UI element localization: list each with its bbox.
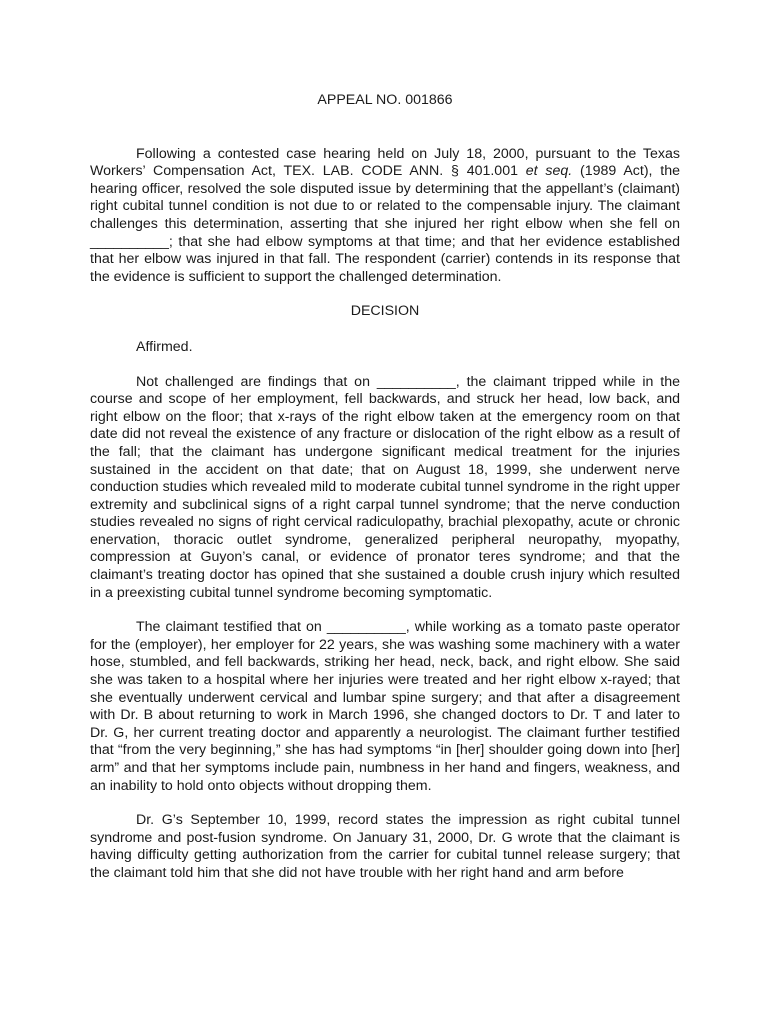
- paragraph-hearing-summary-text-2: (1989 Act), the hearing officer, resolved the sole disputed issue by determining that the appellant’s (claimant) right cubital tunnel condition is not due to or related to the compensable injury. The claimant challenges this determination, asserting that she injured her right elbow when she fell on __________; that she had elbow symptoms at that time; and that her evidence established that her elbow was injured in that fall. The respondent (carrier) contends in its response that the evidence is sufficient to support the challenged determination.: [90, 163, 681, 285]
- decision-heading: DECISION: [350, 303, 420, 320]
- appeal-title: APPEAL NO. 001866: [317, 92, 453, 108]
- paragraph-findings: Not challenged are findings that on __________, the claimant tripped while in the course and scope of her employment, fell backwards, and struck her head, low back, and right elbow on the floor; that x-rays of the right elbow taken at the emergency room on that date did not reveal the existence of any fracture or dislocation of the right elbow as a result of the fall; that the claimant has undergone significant medical treatment for the injuries sustained in the accident on that date; that on August 18, 1999, she underwent nerve conduction studies which revealed mild to moderate cubital tunnel syndrome in the right upper extremity and subclinical signs of a right carpal tunnel syndrome; that the nerve conduction studies revealed no signs of right cervical radiculopathy, brachial plexopathy, acute or chronic enervation, thoracic outlet syndrome, generalized peripheral neuropathy, myopathy, compression at Guyon’s canal, or evidence of pronator teres syndrome; and that the claimant’s treating doctor has opined that she sustained a double crush injury which resulted in a preexisting cubital tunnel syndrome becoming symptomatic.: [90, 373, 680, 601]
- document-page: [90, 92, 680, 883]
- paragraph-hearing-summary: [90, 146, 680, 287]
- paragraph-hearing-summary-italic: et seq.: [525, 163, 573, 180]
- paragraph-hearing-summary-text-1: Following a contested case hearing held on July 18, 2000, pursuant to the Texas Workers’ Compensation Act, TEX. LAB. CODE ANN. § 401.001: [90, 145, 680, 180]
- paragraph-medical-record: Dr. G’s September 10, 1999, record states the impression as right cubital tunnel syndrome and post-fusion syndrome. On January 31, 2000, Dr. G wrote that the claimant is having difficulty getting authorization from the carrier for cubital tunnel release surgery; that the claimant told him that she did not have trouble with her right hand and arm before: [90, 812, 680, 881]
- affirmed-text: Affirmed.: [136, 338, 193, 355]
- paragraph-claimant-testimony: The claimant testified that on __________, while working as a tomato paste operator for the (employer), her employer for 22 years, she was washing some machinery with a water hose, stumbled, and fell backwards, striking her head, neck, back, and right elbow. She said she was taken to a hospital where her injuries were treated and her right elbow x-rayed; that she eventually underwent cervical and lumbar spine surgery; and that after a disagreement with Dr. B about returning to work in March 1996, she changed doctors to Dr. T and later to Dr. G, her current treating doctor and apparently a neurologist. The claimant further testified that “from the very beginning,” she has had symptoms “in [her] shoulder going down into [her] arm” and that her symptoms include pain, numbness in her hand and fingers, weakness, and an inability to hold onto objects without dropping them.: [90, 619, 680, 794]
